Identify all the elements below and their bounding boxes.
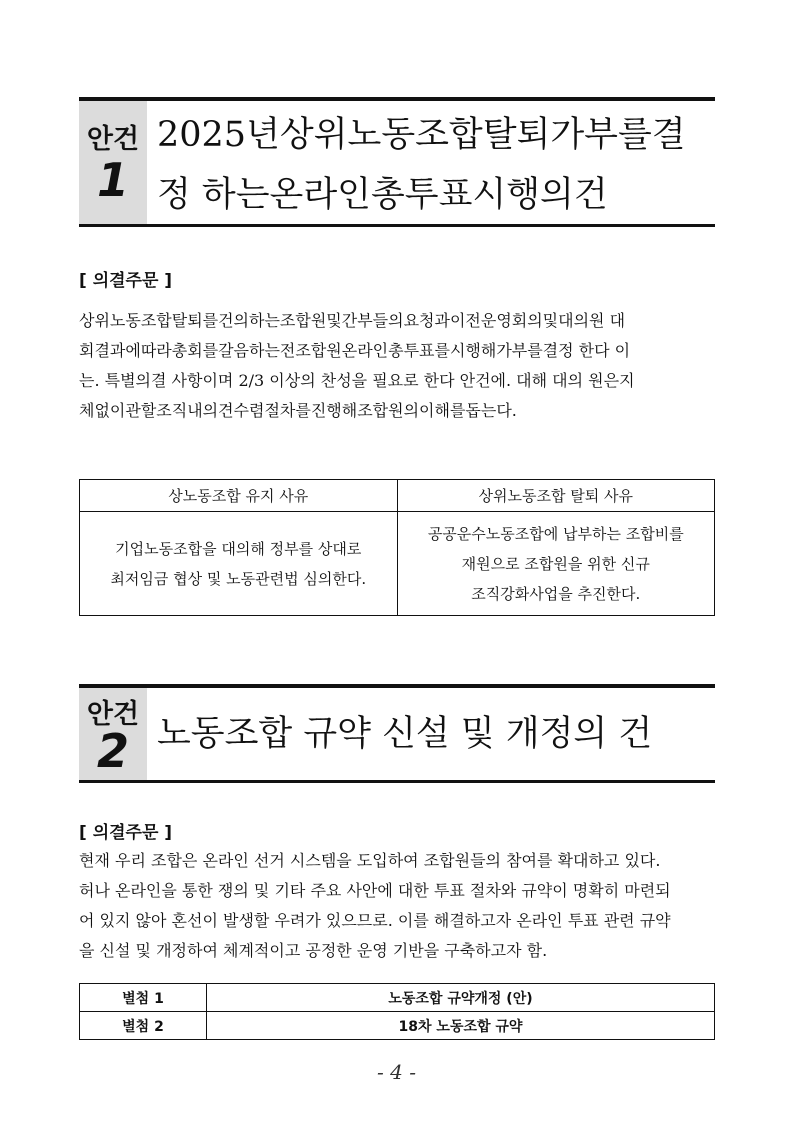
resolution-line: 현재 우리 조합은 온라인 선거 시스템을 도입하여 조합원들의 참여를 확대하고 있다.	[79, 851, 661, 870]
resolution-heading: [ 의결주문 ]	[79, 271, 173, 291]
top-rule	[79, 97, 715, 101]
agenda-title-line-2: 정 하는온라인총투표시행의건	[157, 175, 608, 215]
resolution-line: 체없이관할조직내의견수렴절차를진행해조합원의이해를돕는다.	[79, 401, 517, 420]
keep-reason-line: 기업노동조합을 대의해 정부를 상대로	[115, 539, 362, 558]
withdraw-reason-line: 재원으로 조합원을 위한 신규	[461, 554, 650, 573]
attachment-row	[80, 984, 715, 1012]
resolution-line: 회결과에따라총회를갈음하는전조합원온라인총투표를시행해가부를결정 한다 이	[79, 341, 631, 360]
attachment-label: 별첨 2	[80, 1012, 207, 1040]
agenda-badge	[79, 688, 147, 780]
attachment-row	[80, 1012, 715, 1040]
top-rule	[79, 684, 715, 688]
bottom-rule	[79, 780, 715, 783]
resolution-line: 을 신설 및 개정하여 체계적이고 공정한 운영 기반을 구축하고자 함.	[79, 941, 548, 960]
attachment-label: 별첨 1	[80, 984, 207, 1012]
comparison-table	[79, 479, 715, 616]
withdraw-reason-line: 공공운수노동조합에 납부하는 조합비를	[427, 524, 684, 543]
withdraw-reason-cell	[397, 512, 715, 616]
agenda-number: 1	[96, 153, 129, 207]
resolution-heading: [ 의결주문 ]	[79, 823, 173, 843]
resolution-line: 허나 온라인을 통한 쟁의 및 기타 주요 사안에 대한 투표 절차와 규약이 명확히 마련되	[79, 881, 671, 900]
agenda-title: 노동조합 규약 신설 및 개정의 건	[157, 714, 653, 754]
resolution-text	[79, 306, 719, 426]
agenda-number: 2	[96, 724, 129, 778]
attachment-title: 18차 노동조합 규약	[207, 1012, 715, 1040]
agenda-1-header	[79, 97, 715, 229]
table-header-withdraw: 상위노동조합 탈퇴 사유	[397, 480, 715, 512]
withdraw-reason-line: 조직강화사업을 추진한다.	[471, 584, 641, 603]
agenda-label: 안건	[86, 124, 140, 155]
resolution-line: 어 있지 않아 혼선이 발생할 우려가 있으므로. 이를 해결하고자 온라인 투표 관련 규약	[79, 911, 671, 930]
keep-reason-line: 최저임금 협상 및 노동관련법 심의한다.	[110, 569, 367, 588]
attachment-title: 노동조합 규약개정 (안)	[207, 984, 715, 1012]
agenda-title-line-1: 2025년상위노동조합탈퇴가부를결	[157, 115, 686, 155]
resolution-line: 는. 특별의결 사항이며 2/3 이상의 찬성을 필요로 한다 안건에. 대해 대의 원은지	[79, 371, 635, 390]
agenda-2-header	[79, 684, 715, 785]
agenda-title	[157, 105, 686, 225]
resolution-line: 상위노동조합탈퇴를건의하는조합원및간부들의요청과이전운영회의및대의원 대	[79, 311, 626, 330]
agenda-label: 안건	[86, 699, 140, 730]
keep-reason-cell	[80, 512, 398, 616]
resolution-text	[79, 846, 719, 966]
agenda-badge	[79, 101, 147, 224]
attachments-table	[79, 983, 715, 1040]
bottom-rule	[79, 224, 715, 227]
page-number: - 4 -	[377, 1060, 416, 1084]
table-header-keep: 상노동조합 유지 사유	[80, 480, 398, 512]
